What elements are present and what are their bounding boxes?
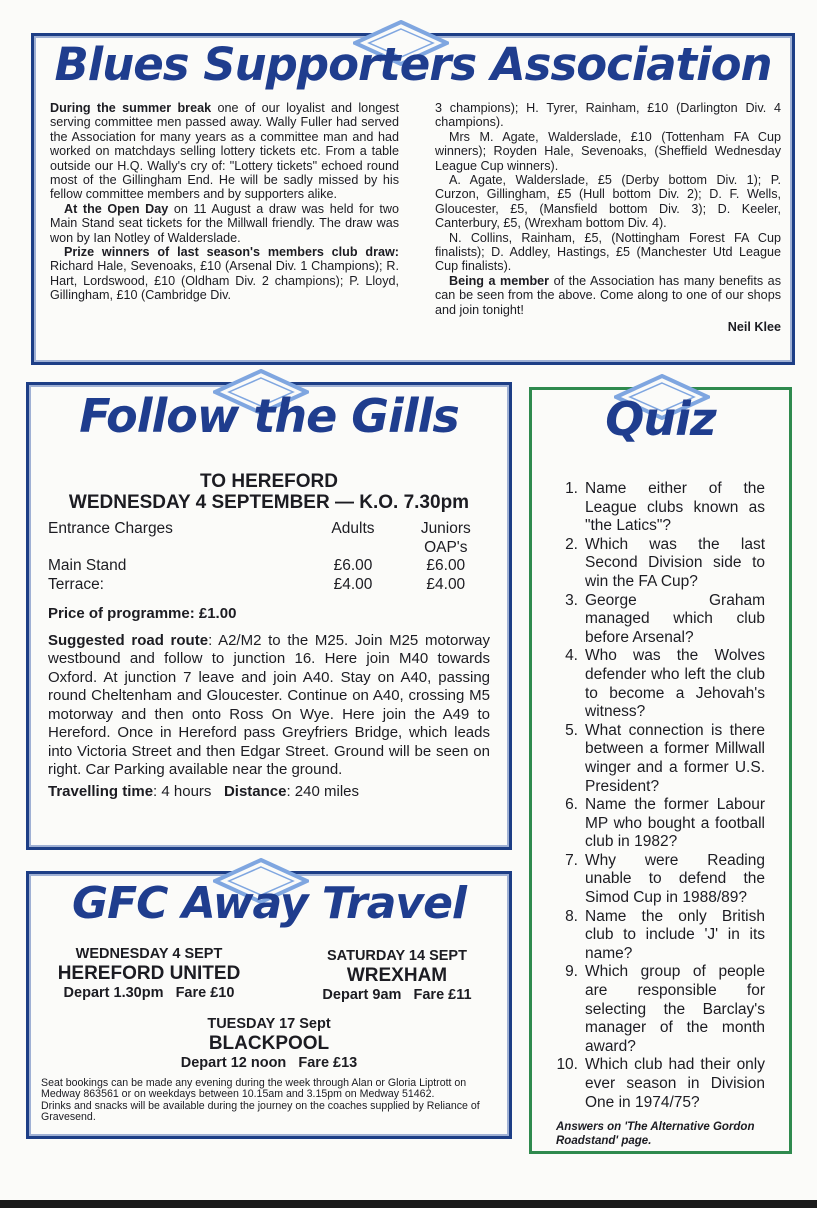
bsa-column-1: During the summer break one of our loyalist and longest serving committee men passed away. Wally Fuller had served the Association for many years as a committee man and had worked on matchdays selling lottery tickets etc. From a table outside our H.Q. Wally's cry of: "Lottery tickets" echoed round most of the Gillingham End. He will be sadly missed by his fellow committee members and by supporters alike. At the Open Day on 11 August a draw was held for two Main Stand seat tickets for the Millwall friendly. The draw was won by Ian Notley of Walderslade. Prize winners of last season's members club draw: Richard Hale, Sevenoaks, £10 (Arsenal Div. 1 Champions); R. Hart, Lordswood, £10 (Oldham Div. 2 champions); P. Lloyd, Gillingham, £10 (Cambridge Div. bbox=[50, 101, 399, 303]
quiz-question: 7. Why were Reading unable to defend the Simod Cup in 1988/89? bbox=[565, 851, 765, 907]
destination: TO HEREFORD bbox=[200, 471, 338, 492]
quiz-question: 2. Which was the last Second Division side to win the FA Cup? bbox=[565, 535, 765, 590]
answers-note: Answers on 'The Alternative Gordon Roadstand' page. bbox=[556, 1121, 755, 1147]
quiz-question: 6. Name the former Labour MP who bought a football club in 1982? bbox=[565, 796, 765, 851]
follow-box bbox=[26, 382, 512, 850]
page-bottom-edge bbox=[0, 1200, 817, 1208]
trip-hereford: WEDNESDAY 4 SEPT HEREFORD UNITED Depart 1.30pm Fare £10 bbox=[57, 946, 241, 1001]
away-title: GFC Away Travel bbox=[71, 878, 467, 929]
quiz-question: 5. What connection is there between a former Millwall winger and a former U.S. President? bbox=[565, 721, 765, 795]
quiz-question: 4. Who was the Wolves defender who left the club to become a Jehovah's witness? bbox=[565, 647, 765, 721]
trip-wrexham: SATURDAY 14 SEPT WREXHAM Depart 9am Fare £11 bbox=[322, 948, 472, 1003]
programme-price: Price of programme: £1.00 bbox=[48, 605, 237, 622]
travel-summary: Travelling time: 4 hours Distance: 240 miles bbox=[48, 782, 360, 800]
quiz-question: 8. Name the only British club to include 'J' in its name? bbox=[565, 907, 765, 962]
quiz-questions bbox=[550, 480, 765, 1148]
quiz-question: 10. Which club had their only ever season in Division One in 1974/75? bbox=[556, 1056, 765, 1111]
follow-title: Follow the Gills bbox=[79, 389, 459, 443]
away-box bbox=[26, 871, 512, 1139]
bsa-title: Blues Supporters Association bbox=[54, 38, 772, 91]
follow-body bbox=[48, 471, 490, 801]
charges-table: Entrance Charges Adults Juniors OAP's Main Stand £6.00 £6.00 Terrace: £4.00 £4.00 bbox=[48, 520, 471, 593]
trip-blackpool: TUESDAY 17 Sept BLACKPOOL Depart 12 noon Fare £13 bbox=[180, 1016, 358, 1071]
quiz-title: Quiz bbox=[605, 392, 716, 446]
bsa-column-2: 3 champions); H. Tyrer, Rainham, £10 (Darlington Div. 4 champions). Mrs M. Agate, Walderslade, £10 (Tottenham FA Cup winners); Royden Hale, Sevenoaks, (Sheffield Wednesday League Cup winners). A. Agate, Walderslade, £5 (Derby bottom Div. 1); P. Curzon, Gillingham, £5 (Hull bottom Div. 2); D. F. Wells, Gloucester, £5, (Mansfield bottom Div. 3); D. Keeler, Canterbury, £5, (Wrexham bottom Div. 4). N. Collins, Rainham, £5, (Nottingham Forest FA Cup finalists); D. Addley, Hastings, £5 (Manchester Utd League Cup finalists). Being a member of the Association has many benefits as can be seen from the above. Come along to one of our shops and join tonight! Neil Klee bbox=[435, 101, 781, 335]
road-route: Suggested road route: A2/M2 to the M25. Join M25 motorway westbound and follow to junction 16. Here join M40 towards Oxford. At junction 7 leave and join A40. Stay on A40, passing round Cheltenham and Gloucester. Continue on A40, crossing M5 motorway and then onto Ross On Wye. Here join the A49 to Hereford. Once in Hereford pass Greyfriers Bridge, which leads into Victoria Street and then Edgar Street. Ground will be seen on right. Car Parking available near the ground. bbox=[48, 631, 490, 778]
quiz-box bbox=[529, 387, 792, 1154]
quiz-question: 3. George Graham managed which club before Arsenal? bbox=[565, 591, 765, 646]
quiz-question: 1. Name either of the League clubs known as "the Latics"? bbox=[565, 480, 765, 535]
quiz-question: 9. Which group of people are responsible for selecting the Barclay's manager of the month award? bbox=[565, 963, 765, 1055]
match-date: WEDNESDAY 4 SEPTEMBER — K.O. 7.30pm bbox=[68, 492, 470, 513]
booking-notes: Seat bookings can be made any evening during the week through Alan or Gloria Liptrott on Medway 863561 or on weekdays between 10.15am and 3.15pm on Medway 51462. Drinks and snacks will be available during the journey on the coaches supplied by Reliance of Gravesend. bbox=[41, 1076, 480, 1124]
bsa-box bbox=[31, 33, 795, 365]
signature: Neil Klee bbox=[727, 320, 781, 335]
